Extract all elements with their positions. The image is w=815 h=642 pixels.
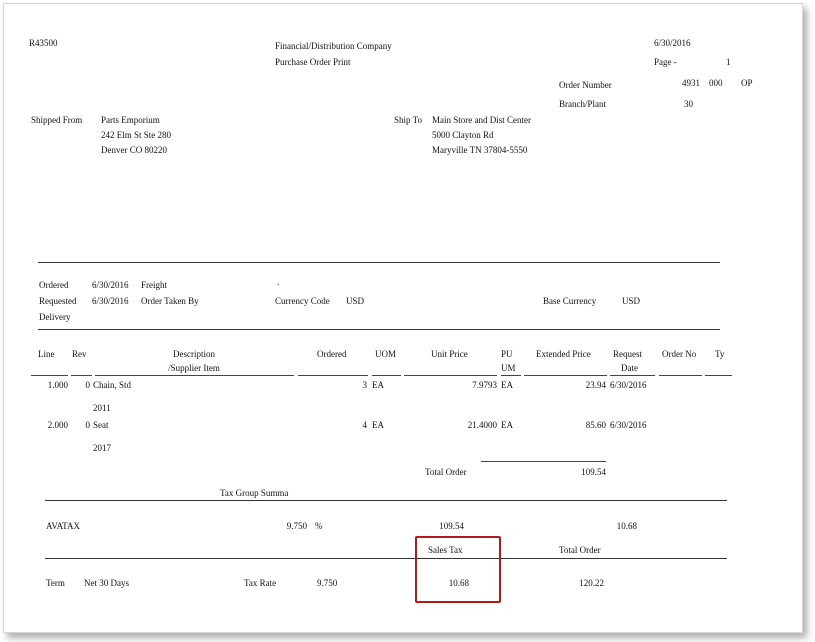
divider [38, 262, 720, 263]
col-supplier-item: /Supplier Item [168, 363, 220, 373]
report-title: Purchase Order Print [275, 57, 351, 67]
shipped-from-line1: 242 Elm St Ste 280 [101, 130, 172, 140]
term-label: Term [46, 578, 65, 588]
currency-value: USD [346, 296, 365, 306]
divider [45, 500, 727, 501]
ship-to-line2: Maryville TN 37804-5550 [432, 145, 528, 155]
tax-row-name: AVATAX [46, 521, 80, 531]
tax-row-tax: 10.68 [616, 521, 637, 531]
ordered-label: Ordered [39, 280, 69, 290]
sales-tax-label: Sales Tax [428, 545, 463, 555]
col-ordered: Ordered [317, 349, 347, 359]
row-rev: 0 [85, 420, 90, 430]
order-number: 4931 [682, 78, 700, 88]
total-order-label: Total Order [425, 467, 467, 477]
base-currency-value: USD [622, 296, 641, 306]
col-underline [372, 375, 401, 376]
col-underline [31, 375, 68, 376]
divider [45, 558, 727, 559]
base-currency-label: Base Currency [543, 296, 597, 306]
ship-to-line1: 5000 Clayton Rd [432, 130, 494, 140]
row-description: Chain, Std [93, 380, 132, 390]
total-underline [481, 461, 606, 462]
total-order-value: 109.54 [581, 467, 606, 477]
report-date: 6/30/2016 [654, 38, 691, 48]
col-underline [610, 375, 655, 376]
tax-row-taxable: 109.54 [439, 521, 464, 531]
tax-row-rate: 9.750 [286, 521, 307, 531]
col-rev: Rev [72, 349, 87, 359]
order-type: OP [741, 78, 753, 88]
page-label: Page - [654, 57, 677, 67]
row-supplier-item: 2011 [93, 403, 111, 413]
requested-date: 6/30/2016 [92, 296, 129, 306]
branch-label: Branch/Plant [559, 99, 606, 109]
col-underline [71, 375, 92, 376]
col-request: Request [613, 349, 642, 359]
taken-by-label: Order Taken By [141, 296, 199, 306]
company-name: Financial/Distribution Company [275, 41, 392, 51]
row-extended-price: 23.94 [585, 380, 606, 390]
row-uom: EA [372, 420, 384, 430]
row-unit-price: 21.4000 [467, 420, 497, 430]
ship-to-name: Main Store and Dist Center [432, 115, 531, 125]
freight-dot: . [277, 277, 280, 287]
col-underline [705, 375, 732, 376]
col-extended-price: Extended Price [536, 349, 591, 359]
requested-label: Requested [39, 296, 77, 306]
row-rev: 0 [85, 380, 90, 390]
tax-rate-value: 9.750 [317, 578, 338, 588]
col-underline [501, 375, 521, 376]
grand-total-value: 120.22 [579, 578, 604, 588]
shipped-from-line2: Denver CO 80220 [101, 145, 167, 155]
col-order-no: Order No [662, 349, 697, 359]
ordered-date: 6/30/2016 [92, 280, 129, 290]
tax-group-label: Tax Group Summa [220, 488, 289, 498]
col-underline [404, 375, 497, 376]
delivery-label: Delivery [39, 312, 71, 322]
row-uom: EA [372, 380, 384, 390]
row-request-date: 6/30/2016 [610, 380, 647, 390]
tax-row-percent: % [315, 521, 323, 531]
freight-label: Freight [141, 280, 167, 290]
row-ordered: 4 [362, 420, 367, 430]
row-description: Seat [93, 420, 109, 430]
grand-total-label: Total Order [559, 545, 601, 555]
sales-tax-value: 10.68 [448, 578, 469, 588]
page-number: 1 [726, 57, 731, 67]
col-underline [659, 375, 702, 376]
report-id: R43500 [29, 38, 58, 48]
report-page [3, 3, 803, 633]
col-line: Line [38, 349, 55, 359]
row-ordered: 3 [362, 380, 367, 390]
divider [38, 329, 720, 330]
currency-label: Currency Code [275, 296, 330, 306]
col-description: Description [173, 349, 215, 359]
sales-tax-highlight [415, 536, 501, 603]
col-um: UM [501, 363, 516, 373]
row-supplier-item: 2017 [93, 443, 111, 453]
col-date: Date [621, 363, 638, 373]
col-ty: Ty [715, 349, 725, 359]
row-unit-price: 7.9793 [472, 380, 497, 390]
tax-rate-label: Tax Rate [244, 578, 277, 588]
ship-to-label: Ship To [394, 115, 422, 125]
row-pu: EA [501, 380, 513, 390]
term-value: Net 30 Days [84, 578, 129, 588]
row-request-date: 6/30/2016 [610, 420, 647, 430]
row-extended-price: 85.60 [585, 420, 606, 430]
row-line: 1.000 [47, 380, 68, 390]
col-pu: PU [501, 349, 513, 359]
shipped-from-label: Shipped From [31, 115, 83, 125]
order-company: 000 [709, 78, 723, 88]
col-unit-price: Unit Price [431, 349, 468, 359]
branch-value: 30 [684, 99, 693, 109]
row-line: 2.000 [47, 420, 68, 430]
row-pu: EA [501, 420, 513, 430]
shipped-from-name: Parts Emporium [101, 115, 160, 125]
col-underline [524, 375, 607, 376]
col-uom: UOM [375, 349, 397, 359]
col-underline [298, 375, 368, 376]
col-underline [95, 375, 294, 376]
order-number-label: Order Number [559, 80, 612, 90]
